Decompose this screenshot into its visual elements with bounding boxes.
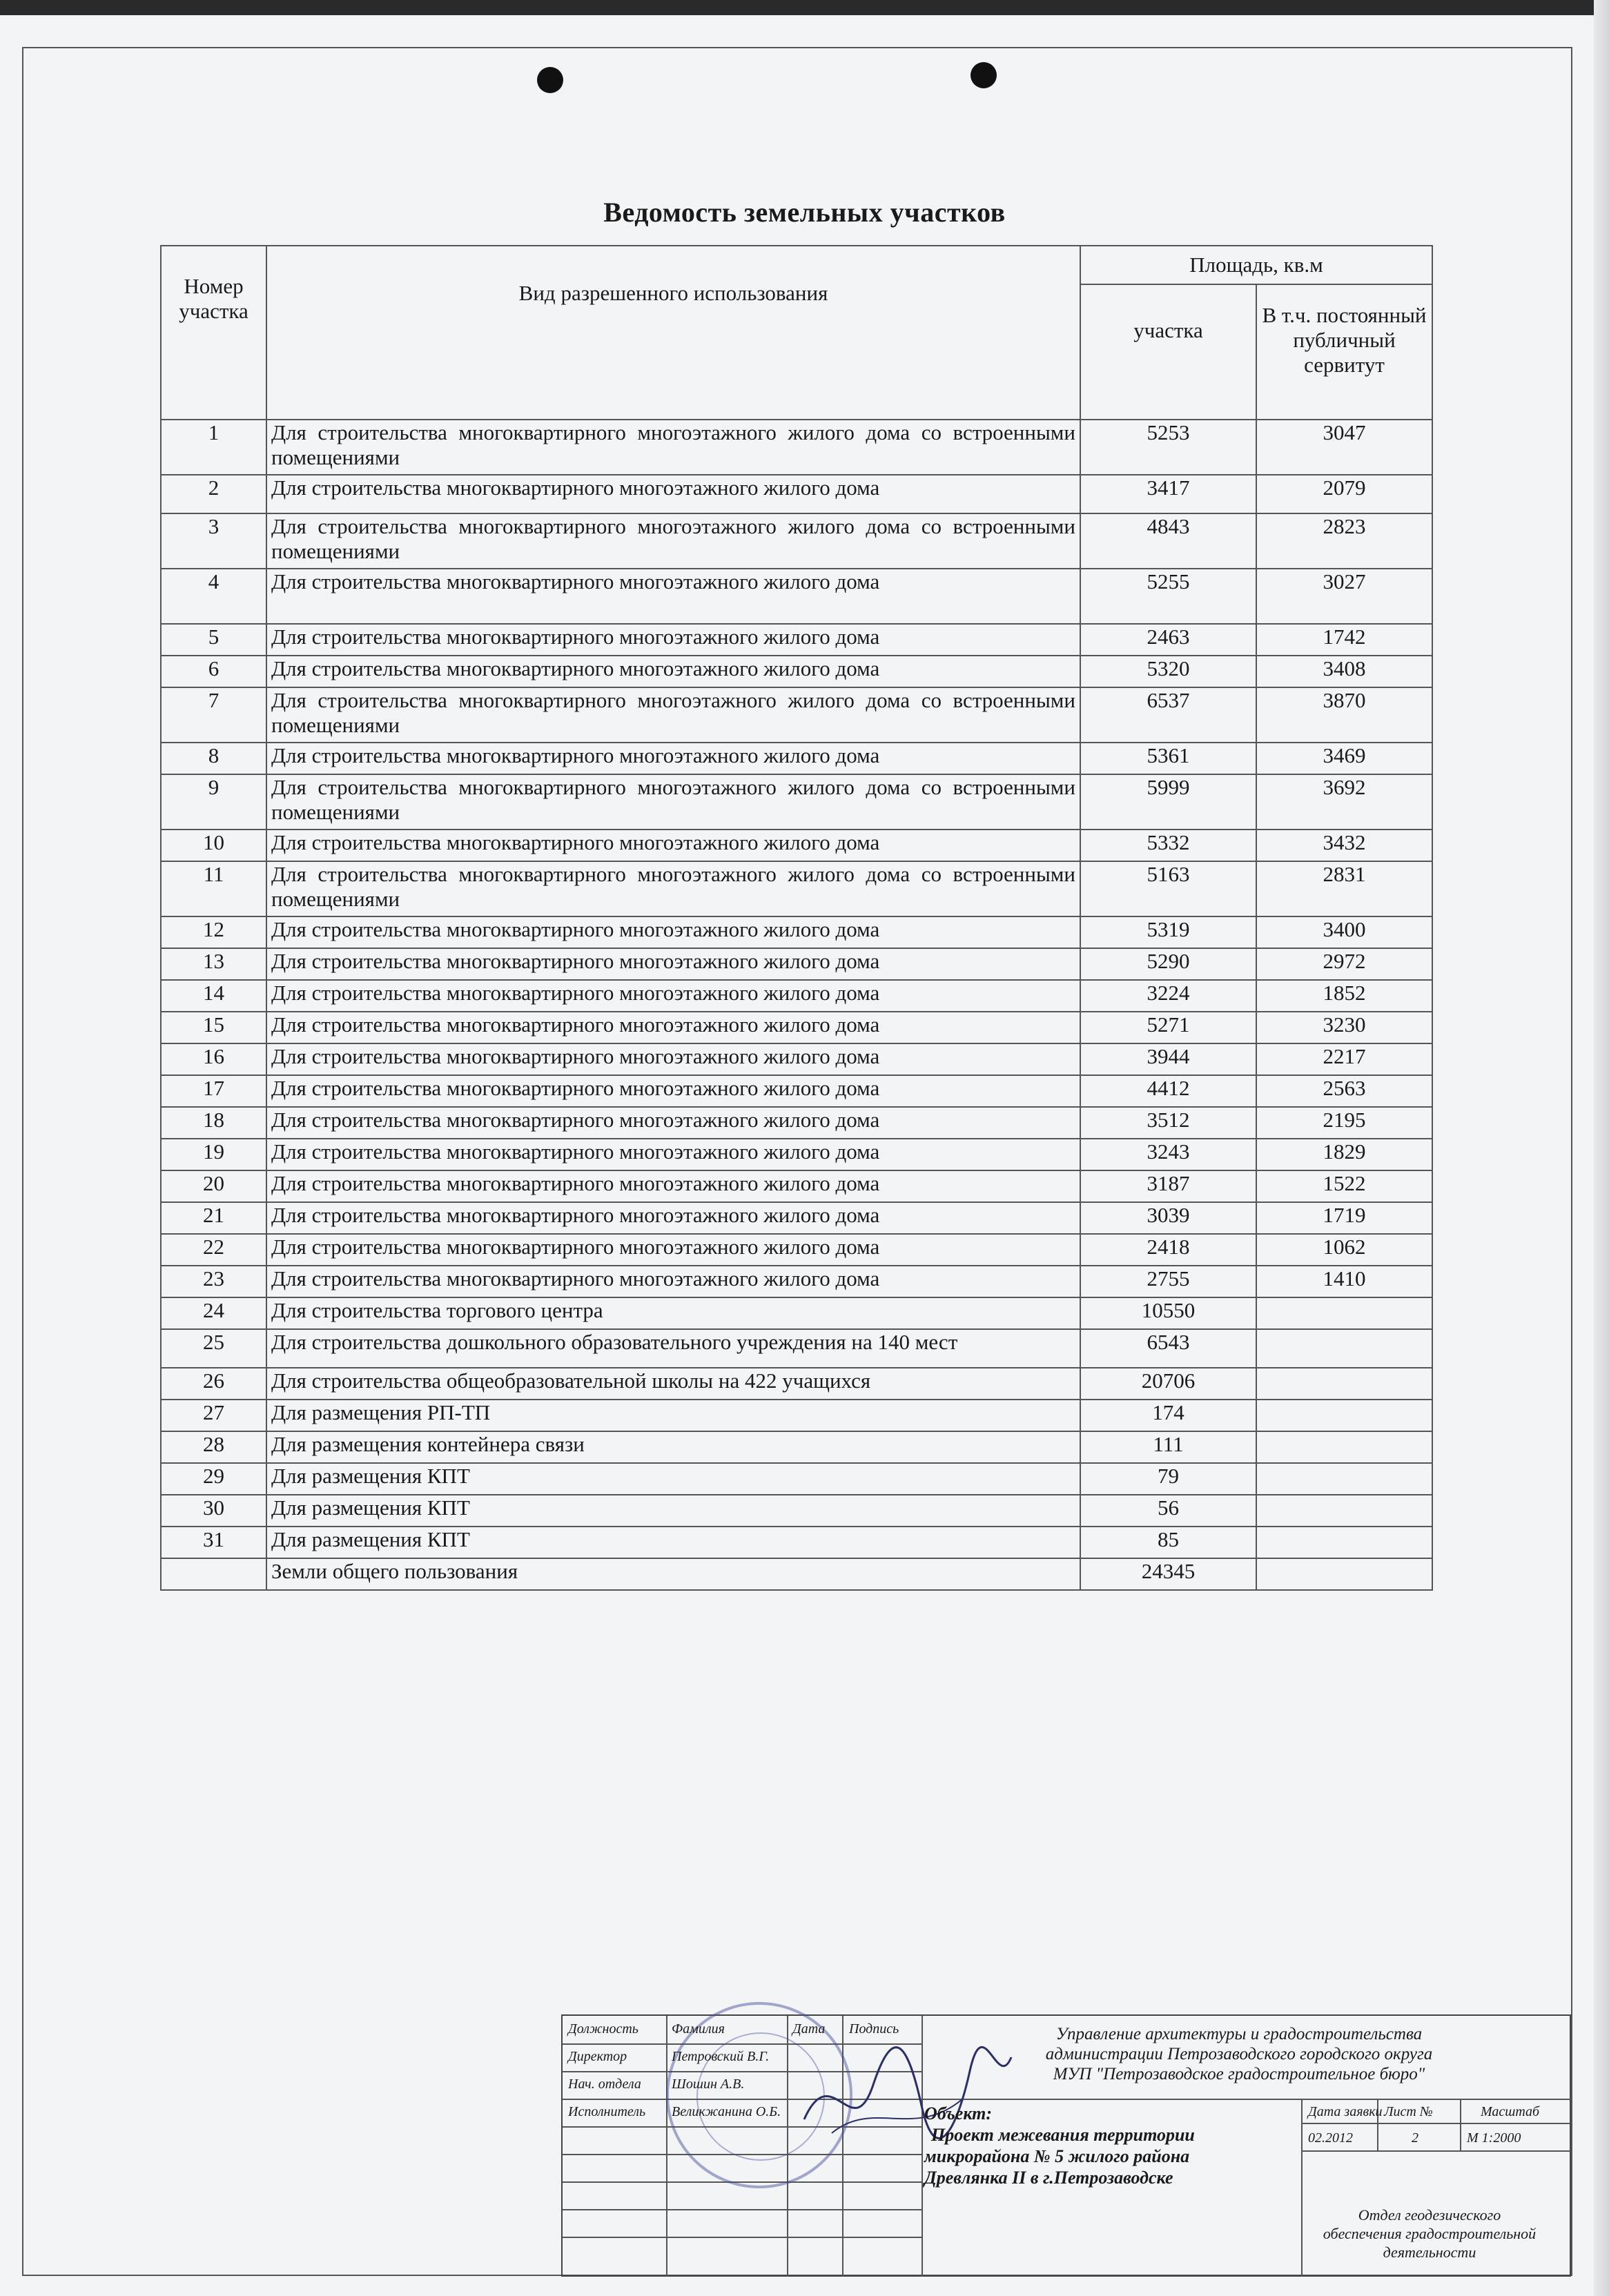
request-date-value: 02.2012: [1308, 2130, 1353, 2146]
table-row: [161, 1463, 1432, 1495]
department-name: Отдел геодезического обеспечения градостроительной деятельности: [1323, 2206, 1537, 2261]
row-area: 85: [1080, 1527, 1256, 1558]
row-number: 2: [161, 475, 266, 513]
row-number: 30: [161, 1495, 266, 1527]
row-number: 14: [161, 980, 266, 1012]
row-use: Для размещения КПТ: [266, 1495, 1080, 1527]
row-number: 10: [161, 830, 266, 861]
row-servitude: [1256, 1368, 1432, 1400]
row-servitude: 2079: [1256, 475, 1432, 513]
row-number: 26: [161, 1368, 266, 1400]
table-row: [161, 656, 1432, 687]
row-area: 5255: [1080, 569, 1256, 624]
row-servitude: [1256, 1329, 1432, 1368]
table-row: [161, 1495, 1432, 1527]
table-row: [161, 861, 1432, 916]
row-use: Для строительства многоквартирного многоэтажного жилого дома: [266, 656, 1080, 687]
row-use: Для строительства многоквартирного многоэтажного жилого дома: [266, 569, 1080, 624]
header-servitude: В т.ч. постоянный публичный сервитут: [1256, 284, 1432, 420]
table-row: [161, 916, 1432, 948]
row-area: 56: [1080, 1495, 1256, 1527]
row-area: 3944: [1080, 1043, 1256, 1075]
sheet-number-value: 2: [1412, 2130, 1418, 2146]
row-area: 5320: [1080, 656, 1256, 687]
row-number: 13: [161, 948, 266, 980]
head-role: Нач. отдела: [568, 2077, 641, 2092]
row-area: 5999: [1080, 774, 1256, 830]
row-number: 22: [161, 1234, 266, 1266]
scale-label: Масштаб: [1481, 2104, 1540, 2119]
row-use: Для строительства многоквартирного многоэтажного жилого дома со встроенными помещениями: [266, 774, 1080, 830]
row-number: 18: [161, 1107, 266, 1139]
row-area: 4843: [1080, 513, 1256, 569]
row-area: 4412: [1080, 1075, 1256, 1107]
row-area: 2418: [1080, 1234, 1256, 1266]
punch-hole-left: [537, 67, 563, 93]
punch-hole-right: [971, 62, 997, 88]
row-area: 5163: [1080, 861, 1256, 916]
row-servitude: 3432: [1256, 830, 1432, 861]
table-row: [161, 420, 1432, 475]
row-number: 25: [161, 1329, 266, 1368]
col-name-label: Фамилия: [672, 2021, 725, 2037]
row-use: Для строительства общеобразовательной школы на 422 учащихся: [266, 1368, 1080, 1400]
row-use: Для строительства многоквартирного многоэтажного жилого дома: [266, 743, 1080, 774]
row-servitude: 3408: [1256, 656, 1432, 687]
table-row: [161, 1075, 1432, 1107]
row-number: 3: [161, 513, 266, 569]
table-row: [161, 624, 1432, 656]
row-use: Для строительства многоквартирного многоэтажного жилого дома: [266, 1170, 1080, 1202]
header-area: Площадь, кв.м: [1080, 246, 1432, 284]
table-row: [161, 1297, 1432, 1329]
row-area: 20706: [1080, 1368, 1256, 1400]
row-number: 17: [161, 1075, 266, 1107]
row-servitude: 1742: [1256, 624, 1432, 656]
row-use: Для строительства многоквартирного многоэтажного жилого дома: [266, 1107, 1080, 1139]
row-use: Земли общего пользования: [266, 1558, 1080, 1590]
table-row: [161, 1170, 1432, 1202]
page-title: Ведомость земельных участков: [603, 197, 1006, 228]
header-use: Вид разрешенного использования: [266, 246, 1080, 420]
row-number: 4: [161, 569, 266, 624]
table-row: [161, 513, 1432, 569]
table-row: [161, 1202, 1432, 1234]
row-area: 5290: [1080, 948, 1256, 980]
row-area: 3039: [1080, 1202, 1256, 1234]
table-row: [161, 1329, 1432, 1368]
row-area: 3417: [1080, 475, 1256, 513]
row-use: Для строительства многоквартирного многоэтажного жилого дома: [266, 1266, 1080, 1297]
row-servitude: 3230: [1256, 1012, 1432, 1043]
col-signature-label: Подпись: [849, 2021, 899, 2037]
sheet-label: Лист №: [1384, 2104, 1433, 2119]
row-servitude: [1256, 1558, 1432, 1590]
row-servitude: [1256, 1527, 1432, 1558]
row-use: Для строительства многоквартирного многоэтажного жилого дома: [266, 475, 1080, 513]
row-servitude: 1829: [1256, 1139, 1432, 1170]
row-servitude: 1719: [1256, 1202, 1432, 1234]
row-number: 12: [161, 916, 266, 948]
row-servitude: 3047: [1256, 420, 1432, 475]
table-row: [161, 475, 1432, 513]
executor-name: Великжанина О.Б.: [672, 2104, 781, 2119]
row-servitude: 1062: [1256, 1234, 1432, 1266]
row-area: 5253: [1080, 420, 1256, 475]
header-plot-area: участка: [1080, 284, 1256, 420]
row-servitude: 2972: [1256, 948, 1432, 980]
row-use: Для строительства торгового центра: [266, 1297, 1080, 1329]
row-use: Для размещения РП-ТП: [266, 1400, 1080, 1431]
row-servitude: 1522: [1256, 1170, 1432, 1202]
row-area: 6543: [1080, 1329, 1256, 1368]
row-area: 174: [1080, 1400, 1256, 1431]
row-area: 111: [1080, 1431, 1256, 1463]
header-number: Номер участка: [161, 246, 266, 420]
executor-role: Исполнитель: [568, 2104, 646, 2119]
row-servitude: 1852: [1256, 980, 1432, 1012]
table-row: [161, 1368, 1432, 1400]
row-number: 9: [161, 774, 266, 830]
organization-name: Управление архитектуры и градостроительства администрации Петрозаводского городского округа МУП "Петрозаводское градостроительное бюро": [1045, 2025, 1433, 2083]
table-row: [161, 774, 1432, 830]
table-row: [161, 1431, 1432, 1463]
table-row: [161, 1266, 1432, 1297]
project-object: Объект: Проект межевания территории микрорайона № 5 жилого района Древлянка II в г.Петрозаводске: [924, 2103, 1195, 2188]
row-use: Для строительства многоквартирного многоэтажного жилого дома: [266, 1012, 1080, 1043]
table-row: [161, 830, 1432, 861]
row-servitude: [1256, 1431, 1432, 1463]
row-use: Для строительства многоквартирного многоэтажного жилого дома: [266, 948, 1080, 980]
row-area: 6537: [1080, 687, 1256, 743]
row-servitude: 2563: [1256, 1075, 1432, 1107]
row-area: 24345: [1080, 1558, 1256, 1590]
row-servitude: 2195: [1256, 1107, 1432, 1139]
table-row: [161, 980, 1432, 1012]
row-use: Для размещения КПТ: [266, 1463, 1080, 1495]
land-plots-table: [160, 245, 1433, 1591]
row-area: 3243: [1080, 1139, 1256, 1170]
head-name: Шошин А.В.: [672, 2077, 745, 2092]
table-row: [161, 948, 1432, 980]
row-area: 79: [1080, 1463, 1256, 1495]
title-block: [561, 2014, 1571, 2277]
col-position-label: Должность: [568, 2021, 638, 2037]
row-number: 15: [161, 1012, 266, 1043]
row-number: [161, 1558, 266, 1590]
table-row: [161, 569, 1432, 624]
scan-edge-top: [0, 0, 1609, 15]
row-area: 3187: [1080, 1170, 1256, 1202]
row-use: Для строительства многоквартирного многоэтажного жилого дома: [266, 830, 1080, 861]
row-number: 21: [161, 1202, 266, 1234]
row-use: Для строительства многоквартирного многоэтажного жилого дома со встроенными помещениями: [266, 420, 1080, 475]
request-date-label: Дата заявки: [1308, 2104, 1383, 2119]
row-servitude: [1256, 1463, 1432, 1495]
row-use: Для строительства многоквартирного многоэтажного жилого дома: [266, 1139, 1080, 1170]
table-row: [161, 1558, 1432, 1590]
table-row: [161, 1139, 1432, 1170]
row-servitude: 2217: [1256, 1043, 1432, 1075]
row-use: Для строительства многоквартирного многоэтажного жилого дома со встроенными помещениями: [266, 513, 1080, 569]
row-servitude: 2831: [1256, 861, 1432, 916]
row-number: 31: [161, 1527, 266, 1558]
table-row: [161, 1234, 1432, 1266]
row-use: Для строительства многоквартирного многоэтажного жилого дома: [266, 1043, 1080, 1075]
scale-value: М 1:2000: [1467, 2130, 1521, 2146]
row-number: 1: [161, 420, 266, 475]
row-area: 5271: [1080, 1012, 1256, 1043]
row-area: 2463: [1080, 624, 1256, 656]
director-role: Директор: [568, 2049, 627, 2064]
row-area: 2755: [1080, 1266, 1256, 1297]
table-row: [161, 687, 1432, 743]
row-area: 10550: [1080, 1297, 1256, 1329]
row-servitude: 3469: [1256, 743, 1432, 774]
table-row: [161, 1400, 1432, 1431]
scan-edge-right: [1594, 0, 1609, 2296]
row-use: Для размещения контейнера связи: [266, 1431, 1080, 1463]
table-row: [161, 743, 1432, 774]
row-number: 24: [161, 1297, 266, 1329]
row-number: 19: [161, 1139, 266, 1170]
row-use: Для строительства многоквартирного многоэтажного жилого дома: [266, 1202, 1080, 1234]
table-row: [161, 1043, 1432, 1075]
row-servitude: 3400: [1256, 916, 1432, 948]
row-number: 6: [161, 656, 266, 687]
row-area: 3224: [1080, 980, 1256, 1012]
row-area: 5319: [1080, 916, 1256, 948]
row-area: 5361: [1080, 743, 1256, 774]
row-use: Для строительства многоквартирного многоэтажного жилого дома: [266, 980, 1080, 1012]
table-row: [161, 1012, 1432, 1043]
row-use: Для строительства многоквартирного многоэтажного жилого дома со встроенными помещениями: [266, 687, 1080, 743]
row-number: 27: [161, 1400, 266, 1431]
row-use: Для строительства дошкольного образовательного учреждения на 140 мест: [266, 1329, 1080, 1368]
row-area: 3512: [1080, 1107, 1256, 1139]
row-servitude: 3692: [1256, 774, 1432, 830]
table-row: [161, 1107, 1432, 1139]
row-servitude: [1256, 1297, 1432, 1329]
row-use: Для строительства многоквартирного многоэтажного жилого дома: [266, 916, 1080, 948]
table-row: [161, 1527, 1432, 1558]
row-use: Для строительства многоквартирного многоэтажного жилого дома: [266, 624, 1080, 656]
row-servitude: 1410: [1256, 1266, 1432, 1297]
row-number: 8: [161, 743, 266, 774]
row-number: 7: [161, 687, 266, 743]
row-use: Для строительства многоквартирного многоэтажного жилого дома: [266, 1075, 1080, 1107]
row-servitude: [1256, 1400, 1432, 1431]
row-servitude: 3870: [1256, 687, 1432, 743]
row-servitude: [1256, 1495, 1432, 1527]
row-number: 28: [161, 1431, 266, 1463]
row-number: 11: [161, 861, 266, 916]
row-number: 16: [161, 1043, 266, 1075]
row-number: 20: [161, 1170, 266, 1202]
row-servitude: 3027: [1256, 569, 1432, 624]
row-number: 5: [161, 624, 266, 656]
director-name: Петровский В.Г.: [672, 2049, 770, 2064]
col-date-label: Дата: [792, 2021, 826, 2037]
row-servitude: 2823: [1256, 513, 1432, 569]
row-use: Для строительства многоквартирного многоэтажного жилого дома со встроенными помещениями: [266, 861, 1080, 916]
row-number: 29: [161, 1463, 266, 1495]
row-use: Для размещения КПТ: [266, 1527, 1080, 1558]
row-area: 5332: [1080, 830, 1256, 861]
row-number: 23: [161, 1266, 266, 1297]
row-use: Для строительства многоквартирного многоэтажного жилого дома: [266, 1234, 1080, 1266]
